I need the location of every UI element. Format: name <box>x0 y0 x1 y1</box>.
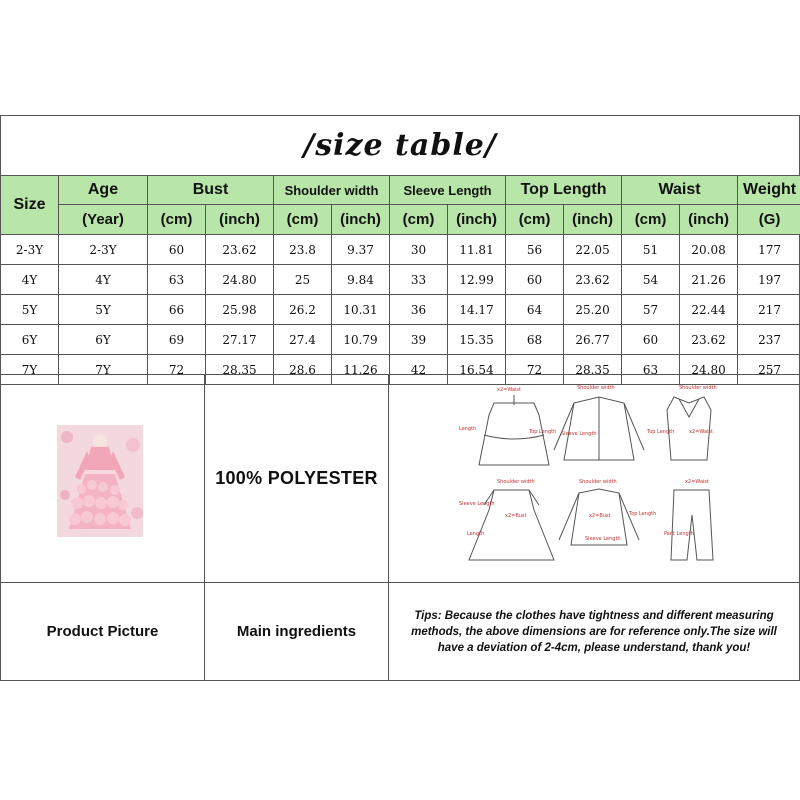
table-cell: 257 <box>738 355 800 385</box>
product-picture-label: Product Picture <box>0 582 205 681</box>
table-cell: 22.44 <box>680 295 738 325</box>
table-cell: 6Y <box>59 325 148 355</box>
table-cell: 27.4 <box>274 325 332 355</box>
table-cell: 25.98 <box>206 295 274 325</box>
main-ingredients-label: Main ingredients <box>204 582 389 681</box>
diagram-label: Sleeve Length <box>561 431 597 437</box>
table-cell: 22.05 <box>564 235 622 265</box>
table-cell: 2-3Y <box>1 235 59 265</box>
table-cell: 23.62 <box>564 265 622 295</box>
table-cell: 23.8 <box>274 235 332 265</box>
diagram-label: Shoulder width <box>679 385 717 391</box>
measurement-diagram <box>389 375 799 582</box>
table-cell: 21.26 <box>680 265 738 295</box>
unit-inch: (inch) <box>680 205 738 235</box>
table-cell: 27.17 <box>206 325 274 355</box>
unit-inch: (inch) <box>564 205 622 235</box>
unit-inch: (inch) <box>332 205 390 235</box>
table-cell: 68 <box>506 325 564 355</box>
table-cell: 63 <box>622 355 680 385</box>
diagram-label: x2=Bust <box>505 513 527 519</box>
diagram-label: x2=Waist <box>689 429 713 435</box>
table-cell: 20.08 <box>680 235 738 265</box>
unit-cm: (cm) <box>390 205 448 235</box>
table-cell: 10.31 <box>332 295 390 325</box>
page-title: /size table/ <box>303 127 497 163</box>
table-row <box>1 265 800 295</box>
unit-row <box>1 205 800 235</box>
table-row <box>1 295 800 325</box>
table-cell: 9.37 <box>332 235 390 265</box>
size-table <box>0 175 800 385</box>
table-cell: 2-3Y <box>59 235 148 265</box>
table-cell: 60 <box>148 235 206 265</box>
table-cell: 5Y <box>59 295 148 325</box>
table-cell: 177 <box>738 235 800 265</box>
header-weight: Weight <box>738 176 800 205</box>
table-cell: 6Y <box>1 325 59 355</box>
table-cell: 42 <box>390 355 448 385</box>
table-cell: 11.81 <box>448 235 506 265</box>
table-cell: 26.77 <box>564 325 622 355</box>
table-cell: 7Y <box>1 355 59 385</box>
table-cell: 66 <box>148 295 206 325</box>
table-cell: 23.62 <box>680 325 738 355</box>
unit-cm: (cm) <box>148 205 206 235</box>
product-picture-cell <box>0 374 205 583</box>
table-cell: 56 <box>506 235 564 265</box>
table-cell: 28.35 <box>206 355 274 385</box>
header-bust: Bust <box>148 176 274 205</box>
unit-cm: (cm) <box>506 205 564 235</box>
table-cell: 36 <box>390 295 448 325</box>
unit-inch: (inch) <box>206 205 274 235</box>
table-cell: 5Y <box>1 295 59 325</box>
table-cell: 4Y <box>1 265 59 295</box>
header-shoulder-width: Shoulder width <box>274 176 390 205</box>
table-row <box>1 235 800 265</box>
diagram-label: Shoulder width <box>577 385 615 391</box>
diagram-label: Pant Length <box>664 531 694 537</box>
pink-dress-image <box>57 425 143 537</box>
table-cell: 60 <box>622 325 680 355</box>
table-cell: 28.6 <box>274 355 332 385</box>
table-cell: 9.84 <box>332 265 390 295</box>
unit-cm: (cm) <box>274 205 332 235</box>
table-cell: 69 <box>148 325 206 355</box>
table-cell: 33 <box>390 265 448 295</box>
measurement-diagram-cell <box>388 374 800 583</box>
product-photo <box>57 425 143 537</box>
table-cell: 12.99 <box>448 265 506 295</box>
diagram-label: Top Length <box>647 429 675 435</box>
table-cell: 54 <box>622 265 680 295</box>
tips-text: Tips: Because the clothes have tightness and different measuring methods, the above dimensions are for reference only.The size will have a deviation of 2-4cm, please understand, thank you! <box>388 582 800 681</box>
table-cell: 57 <box>622 295 680 325</box>
diagram-label: Top Length <box>529 429 557 435</box>
table-cell: 60 <box>506 265 564 295</box>
table-cell: 237 <box>738 325 800 355</box>
table-cell: 10.79 <box>332 325 390 355</box>
table-cell: 4Y <box>59 265 148 295</box>
table-cell: 30 <box>390 235 448 265</box>
table-cell: 25.20 <box>564 295 622 325</box>
diagram-label: Sleeve Length <box>585 536 621 542</box>
table-cell: 7Y <box>59 355 148 385</box>
table-cell: 24.80 <box>680 355 738 385</box>
unit-inch: (inch) <box>448 205 506 235</box>
header-size: Size <box>1 176 59 235</box>
unit-year: (Year) <box>59 205 148 235</box>
diagram-label: x2=Bust <box>589 513 611 519</box>
diagram-label: Shoulder width <box>579 479 617 485</box>
unit-cm: (cm) <box>622 205 680 235</box>
table-cell: 39 <box>390 325 448 355</box>
diagram-label: Shoulder width <box>497 479 535 485</box>
table-cell: 14.17 <box>448 295 506 325</box>
header-sleeve-length: Sleeve Length <box>390 176 506 205</box>
info-section <box>0 374 800 681</box>
diagram-label: Length <box>467 531 485 537</box>
diagram-label: x2=Waist <box>685 479 709 485</box>
table-cell: 72 <box>148 355 206 385</box>
table-cell: 64 <box>506 295 564 325</box>
table-cell: 197 <box>738 265 800 295</box>
table-cell: 28.35 <box>564 355 622 385</box>
table-cell: 25 <box>274 265 332 295</box>
diagram-label: x2=Waist <box>497 387 521 393</box>
table-row <box>1 325 800 355</box>
table-cell: 24.80 <box>206 265 274 295</box>
header-top-length: Top Length <box>506 176 622 205</box>
table-cell: 15.35 <box>448 325 506 355</box>
header-age: Age <box>59 176 148 205</box>
table-cell: 16.54 <box>448 355 506 385</box>
material-value: 100% POLYESTER <box>204 374 389 583</box>
table-cell: 26.2 <box>274 295 332 325</box>
header-row <box>1 176 800 205</box>
table-cell: 11.26 <box>332 355 390 385</box>
table-cell: 72 <box>506 355 564 385</box>
diagram-label: Length <box>459 426 477 432</box>
diagram-label: Sleeve Length <box>459 501 495 507</box>
table-cell: 63 <box>148 265 206 295</box>
table-cell: 23.62 <box>206 235 274 265</box>
header-waist: Waist <box>622 176 738 205</box>
table-cell: 51 <box>622 235 680 265</box>
diagram-label: Top Length <box>629 511 657 517</box>
table-cell: 217 <box>738 295 800 325</box>
unit-grams: (G) <box>738 205 800 235</box>
